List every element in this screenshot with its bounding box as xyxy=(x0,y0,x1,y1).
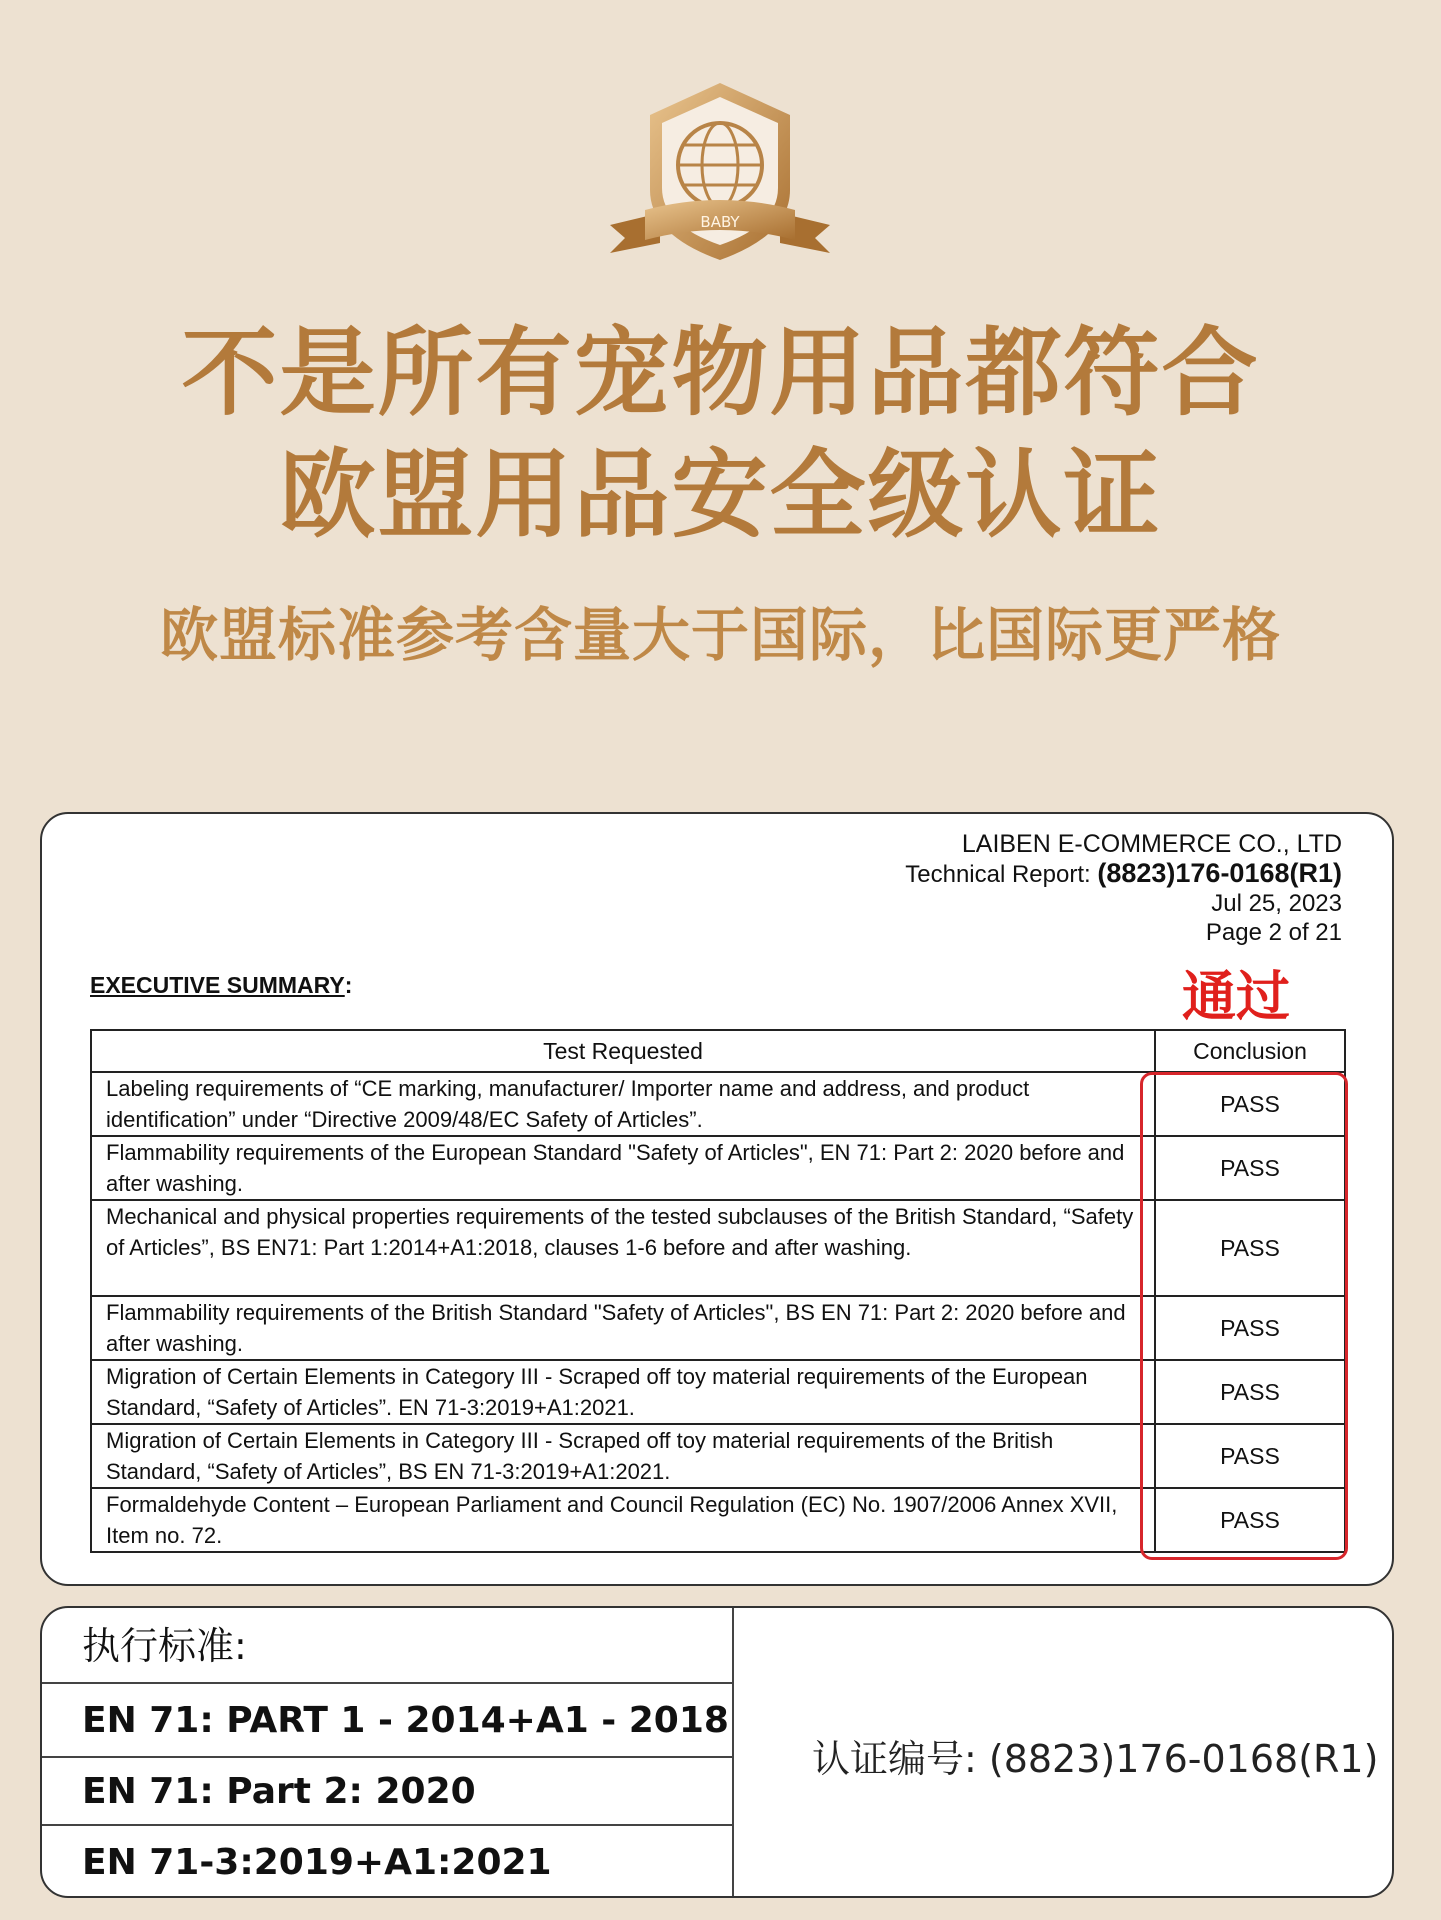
report-header xyxy=(905,830,1342,947)
company-name: LAIBEN E-COMMERCE CO., LTD xyxy=(961,830,1342,858)
section-title-text: EXECUTIVE SUMMARY xyxy=(90,972,345,998)
table-header-row xyxy=(91,1030,1345,1072)
standards-label: 执行标准: xyxy=(42,1608,732,1684)
section-title xyxy=(90,972,352,999)
result-cell: PASS xyxy=(1155,1360,1345,1424)
standard-item: EN 71: PART 1 - 2014+A1 - 2018 xyxy=(42,1684,732,1758)
pass-highlight-box xyxy=(1140,1072,1348,1560)
report-date: Jul 25, 2023 xyxy=(1211,890,1342,917)
result-cell: PASS xyxy=(1155,1072,1345,1136)
headline-line-1: 不是所有宠物用品都符合 xyxy=(181,317,1260,429)
test-cell: Migration of Certain Elements in Category III - Scraped off toy material requirements of the British Standard, “Safety of Articles”, BS EN 71-3:2019+A1:2021. xyxy=(91,1424,1155,1488)
standards-list xyxy=(42,1608,734,1896)
test-report-card xyxy=(40,812,1394,1586)
result-cell: PASS xyxy=(1155,1424,1345,1488)
report-number: (8823)176-0168(R1) xyxy=(1097,858,1342,888)
certification-number: 认证编号: (8823)176-0168(R1) xyxy=(812,1737,1379,1781)
standards-box xyxy=(40,1606,1394,1898)
test-cell: Flammability requirements of the British Standard "Safety of Articles", BS EN 71: Part 2: 2020 before and after washing. xyxy=(91,1296,1155,1360)
header-conclusion: Conclusion xyxy=(1155,1030,1345,1072)
standard-item: EN 71-3:2019+A1:2021 xyxy=(82,1842,552,1883)
report-label: Technical Report: xyxy=(905,861,1098,888)
report-page: Page 2 of 21 xyxy=(1205,919,1342,946)
header-test-requested: Test Requested xyxy=(91,1030,1155,1072)
report-number-line xyxy=(905,859,1342,889)
globe-shield-badge-icon xyxy=(600,75,840,275)
passed-stamp: 通过 xyxy=(1182,965,1290,1028)
headline-line-2: 欧盟用品安全级认证 xyxy=(279,439,1162,551)
test-cell: Labeling requirements of “CE marking, manufacturer/ Importer name and address, and product identification” under “Directive 2009/48/EC Safety of Articles”. xyxy=(91,1072,1155,1136)
standard-item: EN 71: Part 2: 2020 xyxy=(42,1758,732,1826)
badge-label: BABY xyxy=(700,213,740,231)
section-title-colon: : xyxy=(344,972,353,998)
test-cell: Formaldehyde Content – European Parliament and Council Regulation (EC) No. 1907/2006 Annex XVII, Item no. 72. xyxy=(91,1488,1155,1552)
result-cell: PASS xyxy=(1155,1296,1345,1360)
result-cell: PASS xyxy=(1155,1488,1345,1552)
test-cell: Migration of Certain Elements in Category III - Scraped off toy material requirements of the European Standard, “Safety of Articles”. EN 71-3:2019+A1:2021. xyxy=(91,1360,1155,1424)
result-cell: PASS xyxy=(1155,1200,1345,1296)
test-cell: Mechanical and physical properties requirements of the tested subclauses of the British Standard, “Safety of Articles”, BS EN71: Part 1:2014+A1:2018, clauses 1-6 before and after washing. xyxy=(91,1200,1155,1296)
headline-subtitle: 欧盟标准参考含量大于国际，比国际更严格 xyxy=(159,601,1281,669)
test-cell: Flammability requirements of the European Standard "Safety of Articles", EN 71: Part 2: 2020 before and after washing. xyxy=(91,1136,1155,1200)
result-cell: PASS xyxy=(1155,1136,1345,1200)
